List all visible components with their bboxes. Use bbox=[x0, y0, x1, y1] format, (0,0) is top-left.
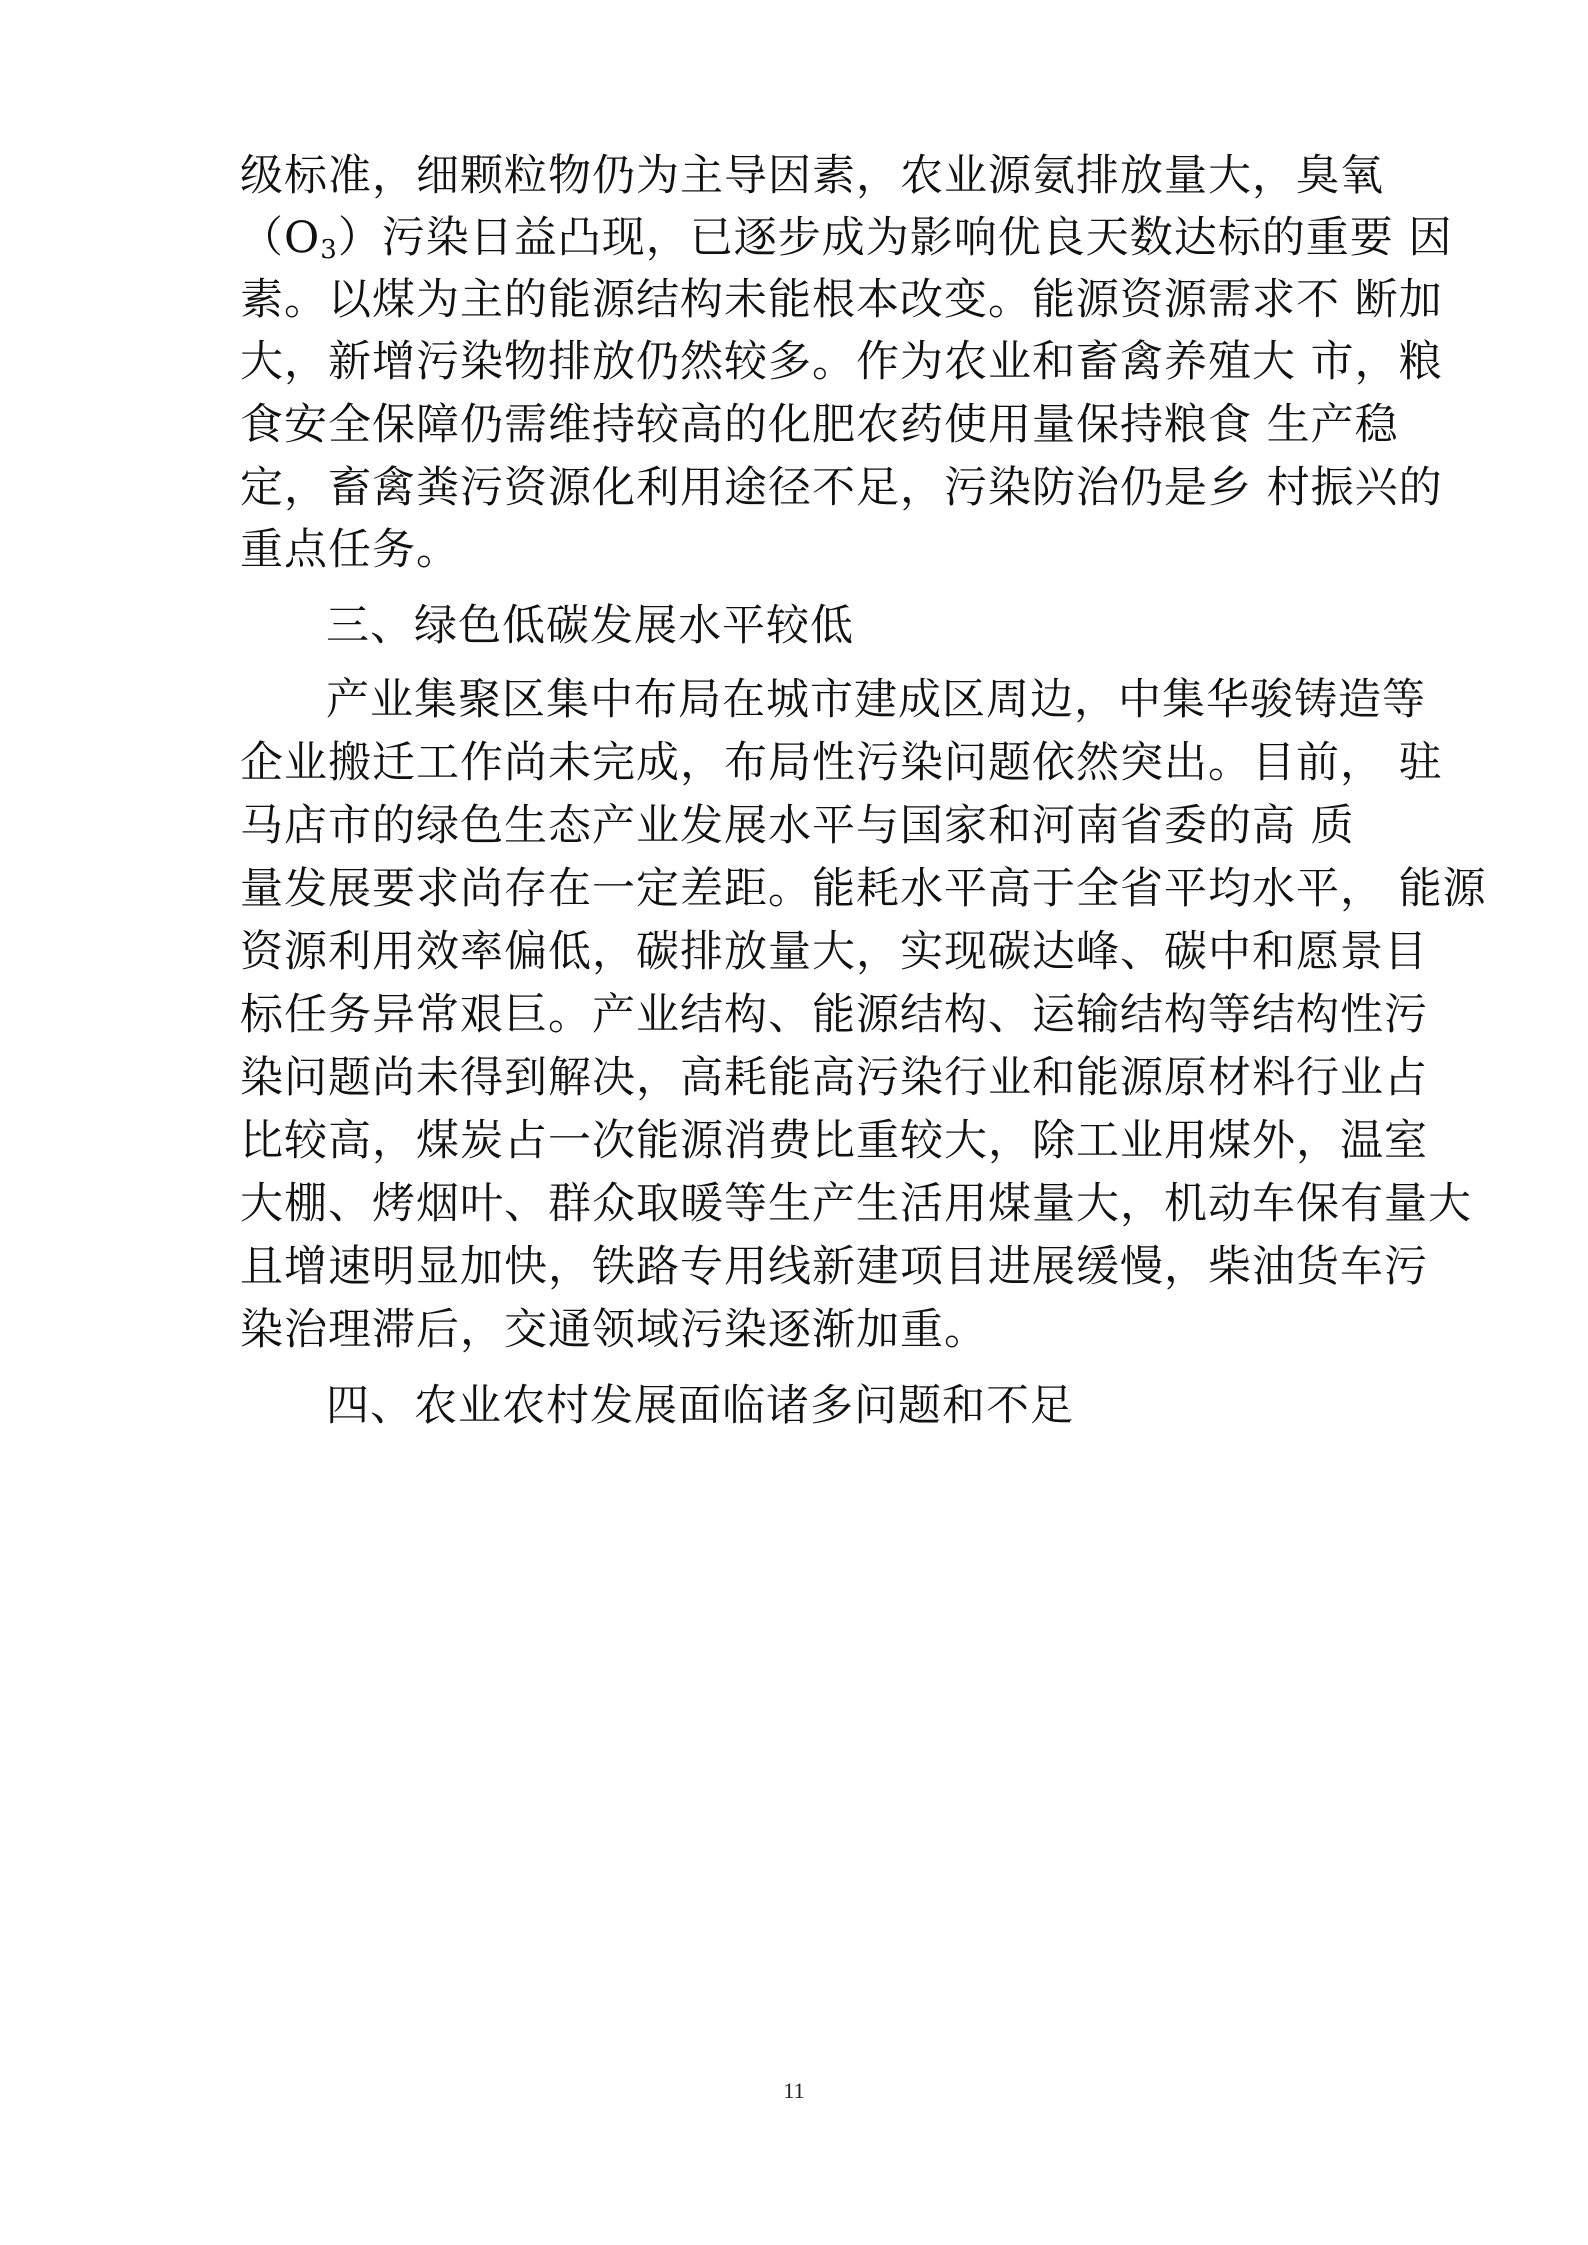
paragraph-2-line-2: 企业搬迁工作尚未完成，布局性污染问题依然突出。目前， 驻 bbox=[240, 738, 1443, 788]
paragraph-2-line-8: 比较高，煤炭占一次能源消费比重较大，除工业用煤外，温室 bbox=[240, 1116, 1428, 1166]
paragraph-2-line-1: 产业集聚区集中布局在城市建成区周边，中集华骏铸造等 bbox=[326, 675, 1426, 725]
paragraph-1-line-5: 食安全保障仍需维持较高的化肥农药使用量保持粮食 生产稳 bbox=[240, 400, 1399, 450]
paragraph-2-line-9: 大棚、烤烟叶、群众取暖等生产生活用煤量大，机动车保有量大 bbox=[240, 1179, 1472, 1229]
paragraph-1-line-1: 级标准，细颗粒物仍为主导因素，农业源氨排放量大，臭氧 bbox=[240, 151, 1384, 201]
paragraph-1-line-6: 定，畜禽粪污资源化利用途径不足，污染防治仍是乡 村振兴的 bbox=[240, 463, 1443, 513]
paragraph-2-line-3: 马店市的绿色生态产业发展水平与国家和河南省委的高 质 bbox=[240, 801, 1355, 851]
paragraph-1-line-7: 重点任务。 bbox=[240, 525, 460, 575]
paragraph-2-line-10: 且增速明显加快，铁路专用线新建项目进展缓慢，柴油货车污 bbox=[240, 1242, 1428, 1292]
paragraph-1-line-3: 素。以煤为主的能源结构未能根本改变。能源资源需求不 断加 bbox=[240, 275, 1443, 325]
section-heading-3: 三、绿色低碳发展水平较低 bbox=[326, 601, 854, 651]
paragraph-2-line-6: 标任务异常艰巨。产业结构、能源结构、运输结构等结构性污 bbox=[240, 990, 1428, 1040]
page-number: 11 bbox=[783, 2078, 805, 2103]
section-heading-4: 四、农业农村发展面临诸多问题和不足 bbox=[326, 1381, 1074, 1431]
paragraph-2-line-11: 染治理滞后，交通领域污染逐渐加重。 bbox=[240, 1305, 988, 1355]
paragraph-2-line-4: 量发展要求尚存在一定差距。能耗水平高于全省平均水平， 能源 bbox=[240, 864, 1487, 914]
paragraph-2-line-5: 资源利用效率偏低，碳排放量大，实现碳达峰、碳中和愿景目 bbox=[240, 927, 1428, 977]
formula-o3 bbox=[240, 213, 338, 263]
paragraph-1-line-2 bbox=[240, 208, 1452, 268]
formula-prefix: （O bbox=[240, 213, 321, 263]
paragraph-2-line-7: 染问题尚未得到解决，高耗能高污染行业和能源原材料行业占 bbox=[240, 1053, 1428, 1103]
paragraph-1-line-2-text: ）污染日益凸现，已逐步成为影响优良天数达标的重要 因 bbox=[337, 213, 1453, 263]
formula-subscript: 3 bbox=[320, 235, 338, 265]
paragraph-1-line-4: 大，新增污染物排放仍然较多。作为农业和畜禽养殖大 市，粮 bbox=[240, 337, 1443, 387]
